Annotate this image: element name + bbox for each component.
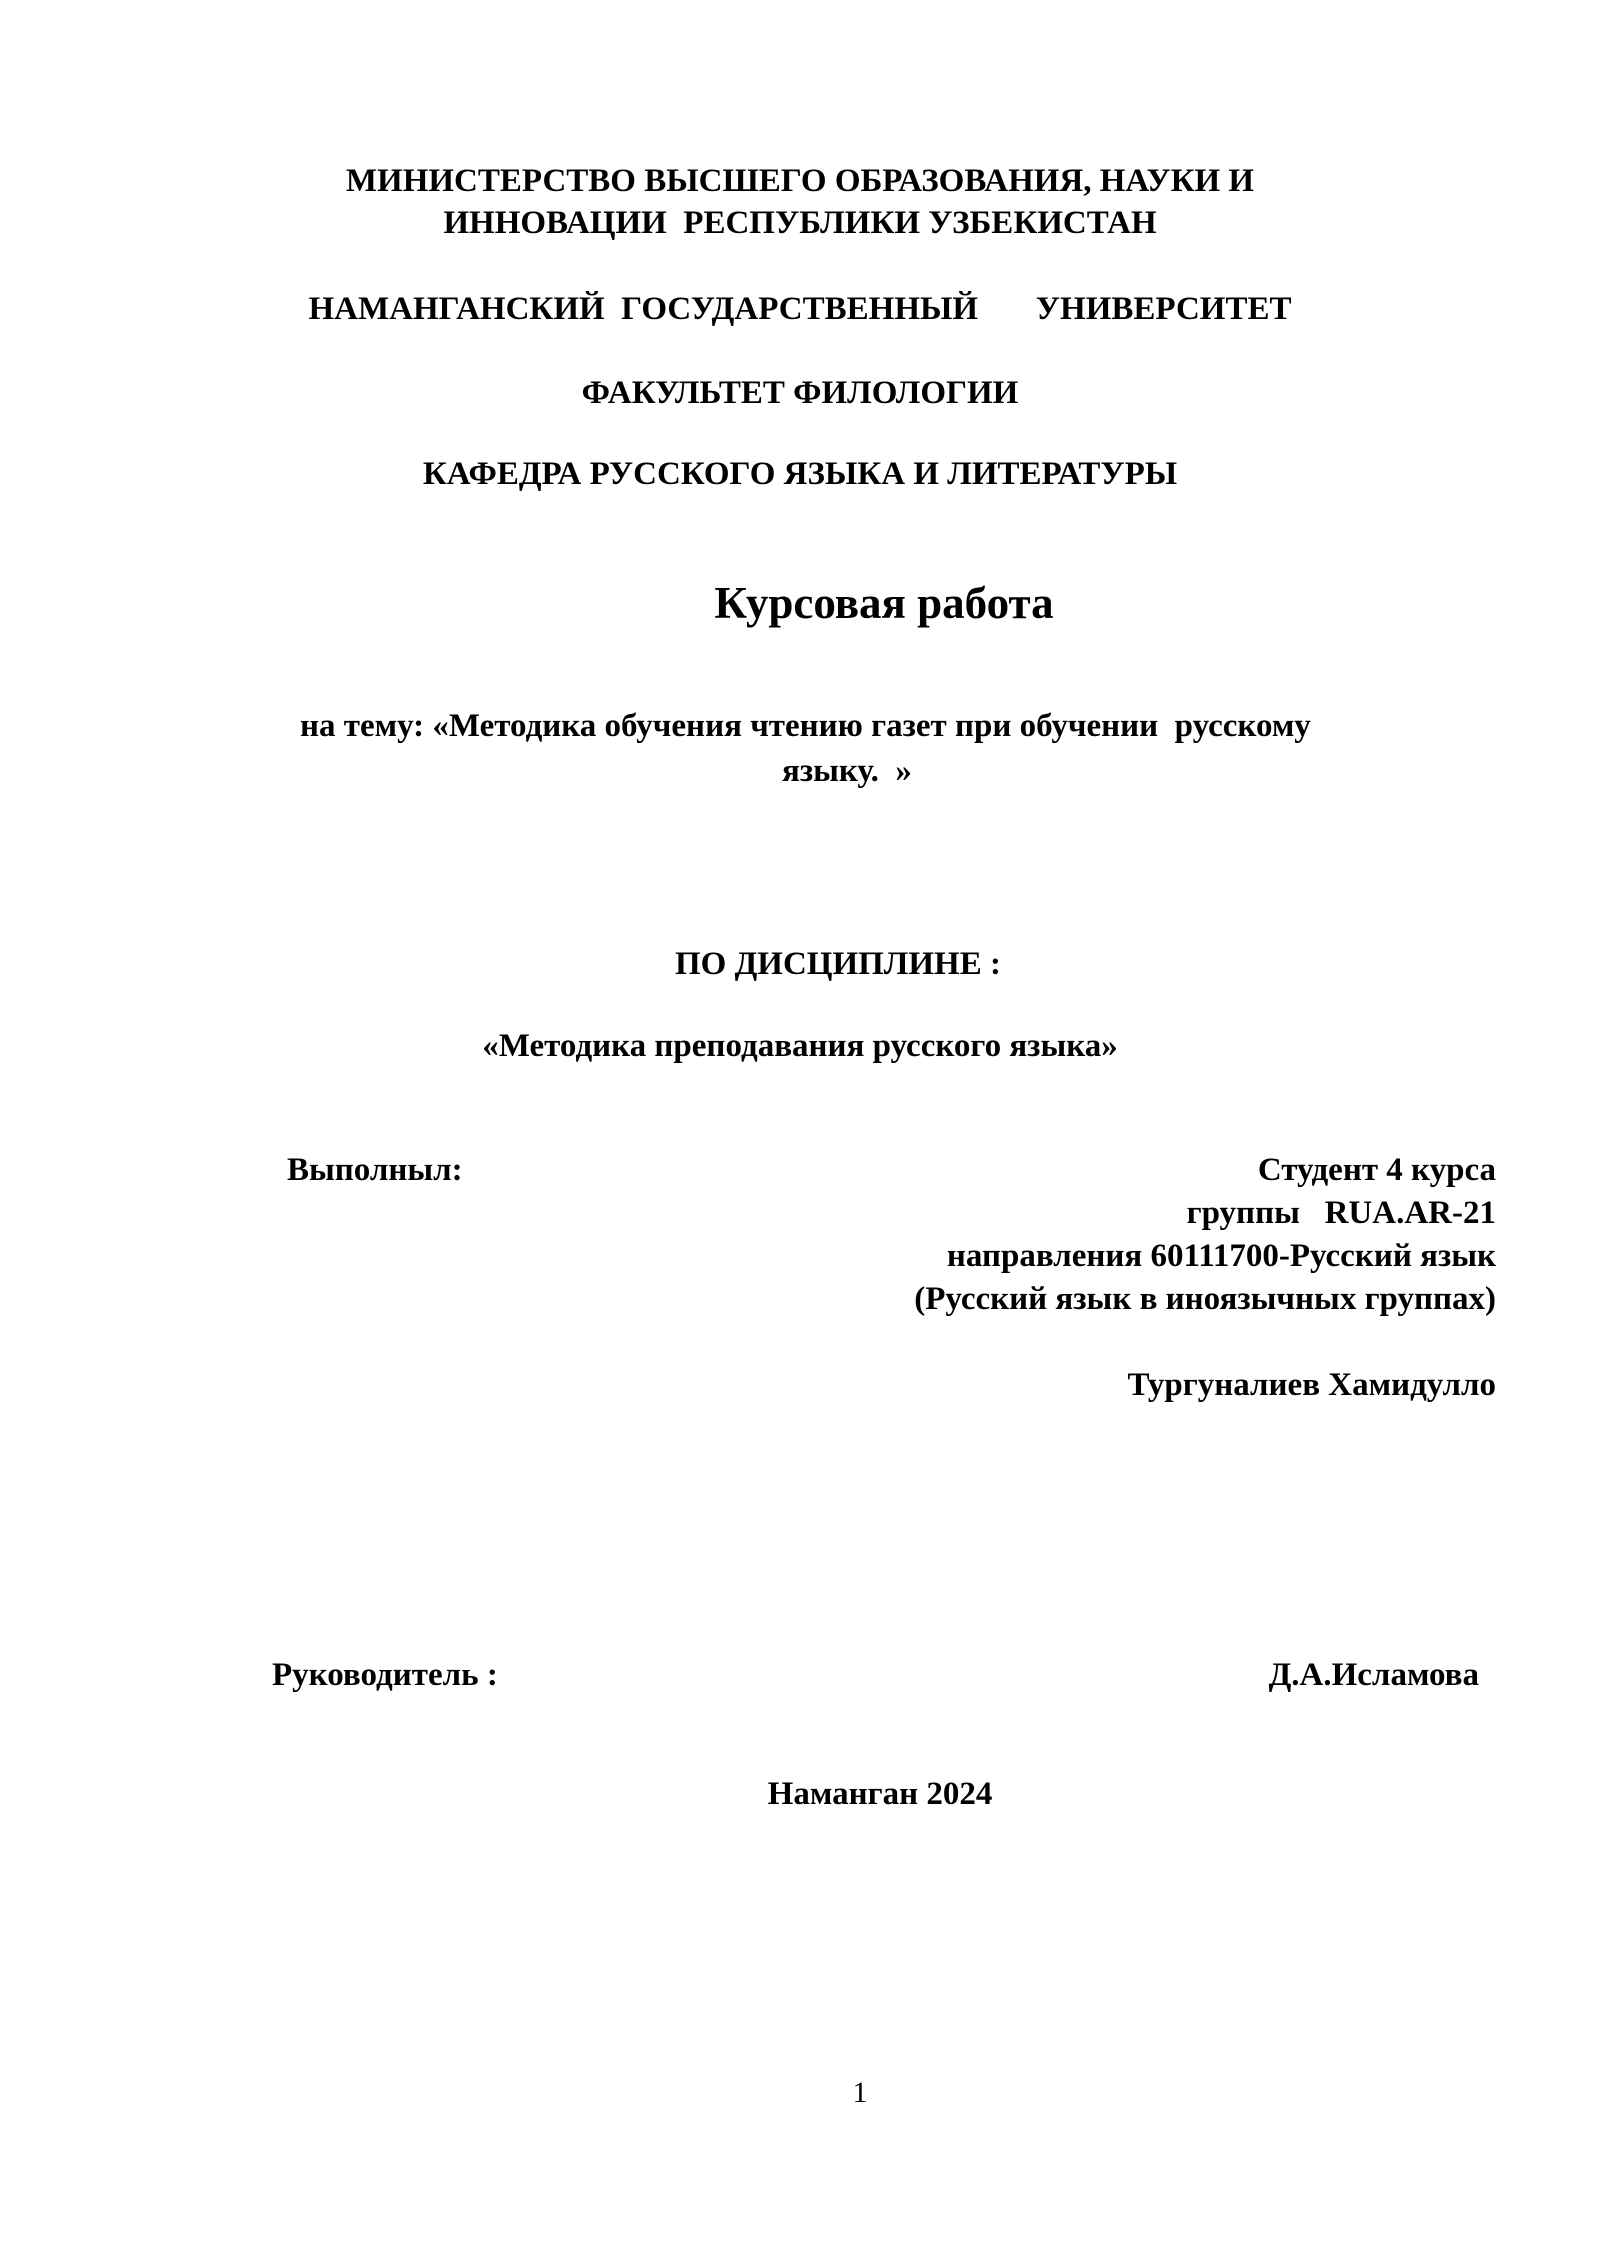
discipline-name: «Методика преподавания русского языка» xyxy=(482,1028,1118,1064)
author-direction: направления 60111700-Русский язык xyxy=(946,1238,1496,1274)
ministry-line-2: ИННОВАЦИИ РЕСПУБЛИКИ УЗБЕКИСТАН xyxy=(443,205,1157,241)
faculty-name: ФАКУЛЬТЕТ ФИЛОЛОГИИ xyxy=(581,375,1019,411)
city-year: Наманган 2024 xyxy=(767,1776,993,1812)
ministry-line-1: МИНИСТЕРСТВО ВЫСШЕГО ОБРАЗОВАНИЯ, НАУКИ И xyxy=(345,163,1255,199)
author-specialization: (Русский язык в иноязычных группах) xyxy=(914,1281,1496,1317)
discipline-label: ПО ДИСЦИПЛИНЕ : xyxy=(675,946,1001,982)
topic-line-1: на тему: «Методика обучения чтению газет при обучении русскому xyxy=(300,708,1311,744)
supervisor-label: Руководитель : xyxy=(272,1657,498,1693)
department-name: КАФЕДРА РУССКОГО ЯЗЫКА И ЛИТЕРАТУРЫ xyxy=(422,456,1178,492)
topic-line-2: языку. » xyxy=(782,753,912,789)
work-type-title: Курсовая работа xyxy=(714,578,1054,628)
university-name: НАМАНГАНСКИЙ ГОСУДАРСТВЕННЫЙ УНИВЕРСИТЕТ xyxy=(308,291,1292,327)
author-course: Студент 4 курса xyxy=(1257,1152,1496,1188)
author-label: Выполныл: xyxy=(287,1152,463,1188)
page-number: 1 xyxy=(852,2076,868,2109)
supervisor-name: Д.А.Исламова xyxy=(1268,1657,1479,1693)
author-name: Тургуналиев Хамидулло xyxy=(1127,1367,1496,1403)
author-group: группы RUA.AR-21 xyxy=(1186,1195,1496,1231)
